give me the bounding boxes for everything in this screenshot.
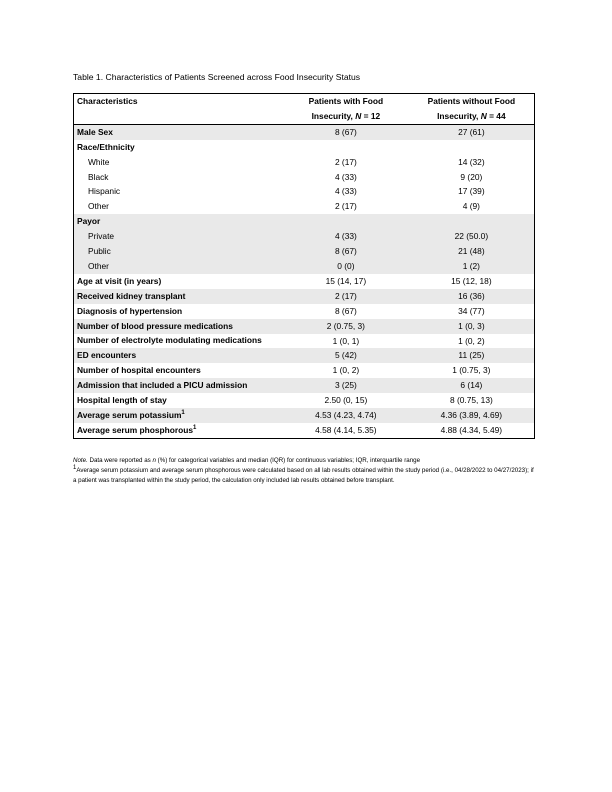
row-label-text: Received kidney transplant — [77, 290, 186, 301]
row-label-text: Race/Ethnicity — [77, 141, 135, 152]
row-label-text: Male Sex — [77, 126, 113, 137]
row-label-text: Average serum phosphorous — [77, 424, 194, 435]
table-body — [74, 124, 535, 438]
row-label-text: Other — [88, 260, 109, 271]
table-row — [74, 214, 535, 229]
cell-with-food-insecurity: 2 (0.75, 3) — [326, 320, 365, 331]
table-row — [74, 408, 535, 423]
header-without-food-insecurity — [409, 94, 535, 125]
cell-without-food-insecurity: 17 (39) — [458, 186, 485, 197]
characteristics-table — [73, 93, 535, 439]
row-label-text: Admission that included a PICU admission — [77, 380, 248, 391]
cell-without-food-insecurity: 27 (61) — [458, 126, 485, 137]
row-label — [74, 124, 284, 139]
row-label-text: Age at visit (in years) — [77, 275, 162, 286]
row-label-text: Private — [88, 231, 115, 242]
cell-without-food-insecurity: 6 (14) — [460, 380, 483, 391]
table-row — [74, 334, 535, 349]
row-label — [74, 408, 284, 423]
cell-without-food-insecurity: 4.36 (3.89, 4.69) — [440, 410, 503, 421]
table-row — [74, 170, 535, 185]
cell-with-food-insecurity: 4.53 (4.23, 4.74) — [315, 410, 377, 421]
row-label — [74, 423, 284, 438]
cell-without-food-insecurity — [409, 214, 535, 229]
cell-without-food-insecurity — [409, 140, 535, 155]
cell-without-food-insecurity: 11 (25) — [458, 350, 485, 361]
table-header-row — [74, 94, 535, 125]
row-label — [74, 393, 284, 408]
row-label — [74, 319, 284, 334]
header-characteristics: Characteristics — [77, 96, 138, 106]
cell-with-food-insecurity: 8 (67) — [334, 246, 357, 257]
header-without-n-value: = 44 — [486, 110, 506, 121]
row-label-text: White — [88, 156, 110, 167]
table-caption: Table 1. Characteristics of Patients Screened across Food Insecurity Status — [73, 72, 361, 82]
row-label — [74, 289, 284, 304]
table-row — [74, 140, 535, 155]
cell-without-food-insecurity: 16 (36) — [458, 290, 485, 301]
row-label — [74, 184, 284, 199]
footnote-marker: 1 — [73, 464, 77, 471]
header-with-n-value: = 12 — [361, 110, 381, 121]
footnote-ref: 1 — [181, 410, 185, 417]
footnote-line — [73, 466, 535, 486]
table-row — [74, 393, 535, 408]
cell-with-food-insecurity: 2.50 (0, 15) — [324, 395, 368, 406]
cell-with-food-insecurity: 1 (0, 2) — [332, 365, 360, 376]
table-row — [74, 378, 535, 393]
row-label-text: Payor — [77, 216, 101, 227]
cell-with-food-insecurity: 15 (14, 17) — [325, 275, 367, 286]
cell-with-food-insecurity: 4 (33) — [334, 231, 357, 242]
row-label — [74, 259, 284, 274]
cell-without-food-insecurity: 1 (0.75, 3) — [452, 365, 491, 376]
table-row — [74, 289, 535, 304]
cell-with-food-insecurity: 0 (0) — [337, 260, 355, 271]
row-label — [74, 140, 284, 155]
cell-with-food-insecurity: 1 (0, 1) — [332, 335, 360, 346]
cell-with-food-insecurity — [283, 140, 409, 155]
cell-without-food-insecurity: 1 (0, 3) — [458, 320, 485, 331]
row-label-text: Other — [88, 201, 109, 212]
cell-with-food-insecurity: 2 (17) — [334, 156, 357, 167]
row-label — [74, 229, 284, 244]
row-label — [74, 334, 284, 349]
row-label — [74, 199, 284, 214]
table-row — [74, 274, 535, 289]
cell-with-food-insecurity: 8 (67) — [334, 305, 357, 316]
row-label — [74, 363, 284, 378]
row-label-text: Average serum potassium — [77, 410, 182, 421]
cell-without-food-insecurity: 1 (2) — [462, 260, 480, 271]
cell-with-food-insecurity — [283, 214, 409, 229]
footnote-text: Average serum potassium and average serum phosphorous were calculated based on all lab results obtained within the study period (i.e., 04/28/2022 to 04/27/2023); if a patient was transplanted within the study period, the calculation only included lab results obtained before transplant. — [73, 467, 534, 484]
header-with-n-symbol: N — [355, 110, 362, 121]
row-label — [74, 244, 284, 259]
row-label — [74, 214, 284, 229]
cell-with-food-insecurity: 4 (33) — [334, 186, 357, 197]
cell-with-food-insecurity: 4.58 (4.14, 5.35) — [315, 424, 377, 435]
table-row — [74, 348, 535, 363]
cell-without-food-insecurity: 22 (50.0) — [454, 231, 489, 242]
header-without-n-symbol: N — [480, 110, 487, 121]
table-row — [74, 199, 535, 214]
footnote-ref: 1 — [193, 425, 197, 432]
table-notes — [73, 456, 535, 486]
cell-with-food-insecurity: 5 (42) — [334, 350, 357, 361]
table-row — [74, 124, 535, 139]
cell-without-food-insecurity: 1 (0, 2) — [458, 335, 485, 346]
table-row — [74, 319, 535, 334]
row-label-text: Black — [88, 171, 109, 182]
header-with-line1: Patients with Food — [308, 96, 384, 106]
cell-without-food-insecurity: 15 (12, 18) — [451, 275, 492, 286]
note-text-1: Data were reported as — [87, 457, 153, 464]
note-n: n — [152, 457, 156, 464]
cell-without-food-insecurity: 14 (32) — [458, 156, 485, 167]
table-row — [74, 259, 535, 274]
note-text-2: (%) for categorical variables and median (IQR) for continuous variables; IQR, interquartile range — [155, 457, 421, 464]
table-row — [74, 229, 535, 244]
row-label — [74, 348, 284, 363]
header-with-food-insecurity — [283, 94, 409, 125]
table-row — [74, 155, 535, 170]
row-label-text: Number of blood pressure medications — [77, 320, 233, 331]
row-label-text: ED encounters — [77, 350, 137, 361]
header-without-line1: Patients without Food — [427, 96, 516, 106]
table-row — [74, 423, 535, 438]
cell-without-food-insecurity: 34 (77) — [458, 305, 485, 316]
cell-without-food-insecurity: 9 (20) — [460, 171, 483, 182]
row-label-text: Number of electrolyte modulating medications — [77, 334, 262, 345]
cell-without-food-insecurity: 4 (9) — [462, 201, 480, 212]
table-row — [74, 184, 535, 199]
note-label: Note. — [73, 457, 88, 464]
header-without-line2: Insecurity, — [437, 110, 481, 121]
table-row — [74, 304, 535, 319]
row-label — [74, 155, 284, 170]
header-with-line2: Insecurity, — [311, 110, 356, 121]
row-label — [74, 274, 284, 289]
row-label — [74, 304, 284, 319]
row-label-text: Public — [88, 246, 111, 257]
cell-without-food-insecurity: 8 (0.75, 13) — [449, 395, 493, 406]
note-line — [73, 456, 535, 466]
cell-with-food-insecurity: 4 (33) — [334, 171, 357, 182]
cell-without-food-insecurity: 4.88 (4.34, 5.49) — [440, 424, 503, 435]
cell-with-food-insecurity: 2 (17) — [334, 201, 357, 212]
table-row — [74, 244, 535, 259]
row-label — [74, 378, 284, 393]
cell-with-food-insecurity: 2 (17) — [334, 290, 357, 301]
cell-with-food-insecurity: 3 (25) — [334, 380, 357, 391]
row-label-text: Diagnosis of hypertension — [77, 305, 183, 316]
row-label — [74, 170, 284, 185]
row-label-text: Hospital length of stay — [77, 395, 167, 406]
row-label-text: Number of hospital encounters — [77, 365, 201, 376]
cell-without-food-insecurity: 21 (48) — [458, 246, 485, 257]
row-label-text: Hispanic — [88, 186, 121, 197]
table-row — [74, 363, 535, 378]
cell-with-food-insecurity: 8 (67) — [334, 126, 357, 137]
